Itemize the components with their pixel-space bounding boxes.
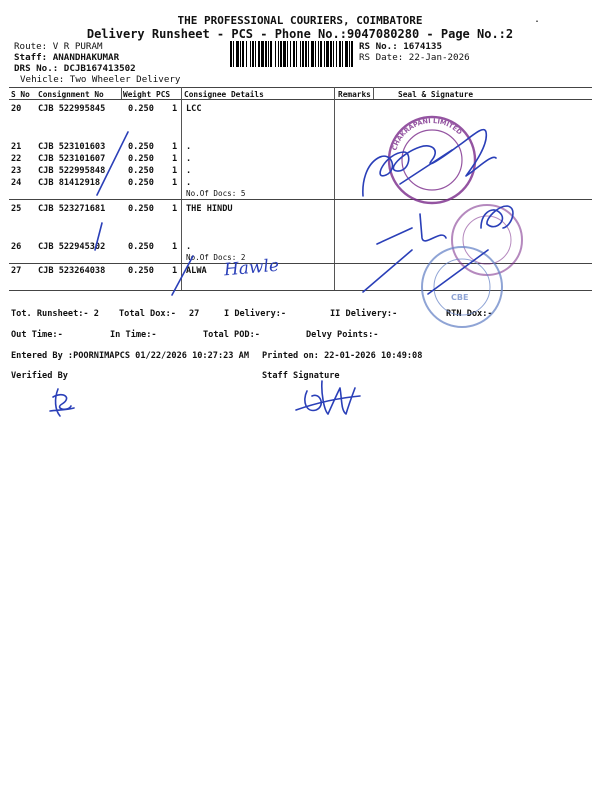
- col-header-consignee: Consignee Details: [184, 90, 264, 99]
- row-sno: 27: [11, 266, 22, 276]
- col-header-seal: Seal & Signature: [398, 90, 474, 99]
- row-sno: 20: [11, 104, 22, 114]
- signature-stroke: [363, 250, 412, 292]
- rs-date: RS Date: 22-Jan-2026: [359, 52, 470, 63]
- row-consignment: CJB 522995848: [38, 166, 106, 176]
- total-pod: Total POD:-: [203, 330, 260, 340]
- row-weight: 0.250: [128, 178, 154, 188]
- tick-mark: [172, 256, 193, 295]
- entered-by: Entered By :POORNIMAPCS 01/22/2026 10:27:23 AM: [11, 351, 249, 361]
- row-details: LCC: [186, 104, 202, 114]
- signature-scrawl: [481, 206, 513, 228]
- row-sno: 24: [11, 178, 22, 188]
- col-header-remarks: Remarks: [338, 90, 371, 99]
- row-weight: 0.250: [128, 266, 154, 276]
- row-details: .: [186, 142, 192, 152]
- row-consignment: CJB 523101607: [38, 154, 106, 164]
- handwritten-note: Hawle: [223, 255, 280, 281]
- row-pcs: 1: [172, 154, 178, 164]
- row-weight: 0.250: [128, 242, 154, 252]
- row-sno: 22: [11, 154, 22, 164]
- first-delivery: I Delivery:-: [224, 309, 287, 319]
- drs-number: DRS No.: DCJB167413502: [14, 63, 136, 74]
- row-consignment: CJB 523264038: [38, 266, 106, 276]
- row-pcs: 1: [172, 204, 178, 214]
- col-header-pcs: PCS: [156, 90, 171, 99]
- route-label: Route: V R PURAM: [14, 41, 103, 52]
- verified-by-label: Verified By: [11, 371, 68, 381]
- row-pcs: 1: [172, 178, 178, 188]
- rs-number: RS No.: 1674135: [359, 41, 442, 52]
- staff-signature: [296, 381, 360, 414]
- staff-label: Staff: ANANDHAKUMAR: [14, 52, 120, 63]
- rtn-dox: RTN Dox:-: [446, 309, 493, 319]
- purple-stamp-text: CHAKRAPANI LIMITED: [390, 116, 464, 152]
- group-docs-count: No.Of Docs: 2: [186, 253, 246, 262]
- delivery-points: Delvy Points:-: [306, 330, 379, 340]
- row-details: .: [186, 178, 192, 188]
- row-weight: 0.250: [128, 166, 154, 176]
- corner-dot: .: [534, 14, 541, 25]
- row-consignment: CJB 522995845: [38, 104, 106, 114]
- col-header-weight: Weight: [123, 90, 152, 99]
- row-weight: 0.250: [128, 154, 154, 164]
- company-title: THE PROFESSIONAL COURIERS, COIMBATORE: [177, 14, 423, 27]
- row-pcs: 1: [172, 104, 178, 114]
- staff-signature-label: Staff Signature: [262, 371, 340, 381]
- tot-runsheet: Tot. Runsheet:- 2: [11, 309, 99, 319]
- blue-round-stamp: [422, 247, 502, 327]
- row-pcs: 1: [172, 166, 178, 176]
- printed-on: Printed on: 22-01-2026 10:49:08: [262, 351, 423, 361]
- row-sno: 21: [11, 142, 22, 152]
- col-header-consignment: Consignment No: [38, 90, 104, 99]
- row-consignment: CJB 81412918: [38, 178, 101, 188]
- row-consignment: CJB 523101603: [38, 142, 106, 152]
- row-pcs: 1: [172, 142, 178, 152]
- row-sno: 25: [11, 204, 22, 214]
- tick-mark: [95, 223, 102, 250]
- row-sno: 23: [11, 166, 22, 176]
- row-details: ALWA: [186, 266, 207, 276]
- row-consignment: CJB 523271681: [38, 204, 106, 214]
- total-dox-label: Total Dox:-: [119, 309, 176, 319]
- row-details: THE HINDU: [186, 204, 233, 214]
- blue-stamp-text: CBE: [451, 293, 469, 302]
- row-details: .: [186, 242, 192, 252]
- row-details: .: [186, 154, 192, 164]
- row-pcs: 1: [172, 266, 178, 276]
- row-weight: 0.250: [128, 142, 154, 152]
- vehicle-label: Vehicle: Two Wheeler Delivery: [20, 74, 181, 85]
- row-consignment: CJB 522945302: [38, 242, 106, 252]
- row-details: .: [186, 166, 192, 176]
- row-pcs: 1: [172, 242, 178, 252]
- signature-scrawl: [420, 214, 446, 241]
- row-sno: 26: [11, 242, 22, 252]
- purple-partial-stamp: [452, 205, 522, 275]
- verifier-signature: [50, 389, 74, 416]
- row-weight: 0.250: [128, 204, 154, 214]
- group-docs-count: No.Of Docs: 5: [186, 189, 246, 198]
- total-dox-value: 27: [189, 309, 200, 319]
- col-header-sno: S No: [11, 90, 30, 99]
- in-time: In Time:-: [110, 330, 157, 340]
- row-weight: 0.250: [128, 104, 154, 114]
- out-time: Out Time:-: [11, 330, 63, 340]
- signature-stroke: [377, 228, 412, 244]
- second-delivery: II Delivery:-: [330, 309, 398, 319]
- runsheet-subtitle: Delivery Runsheet - PCS - Phone No.:9047080280 - Page No.:2: [86, 27, 514, 41]
- tick-mark: [97, 132, 128, 195]
